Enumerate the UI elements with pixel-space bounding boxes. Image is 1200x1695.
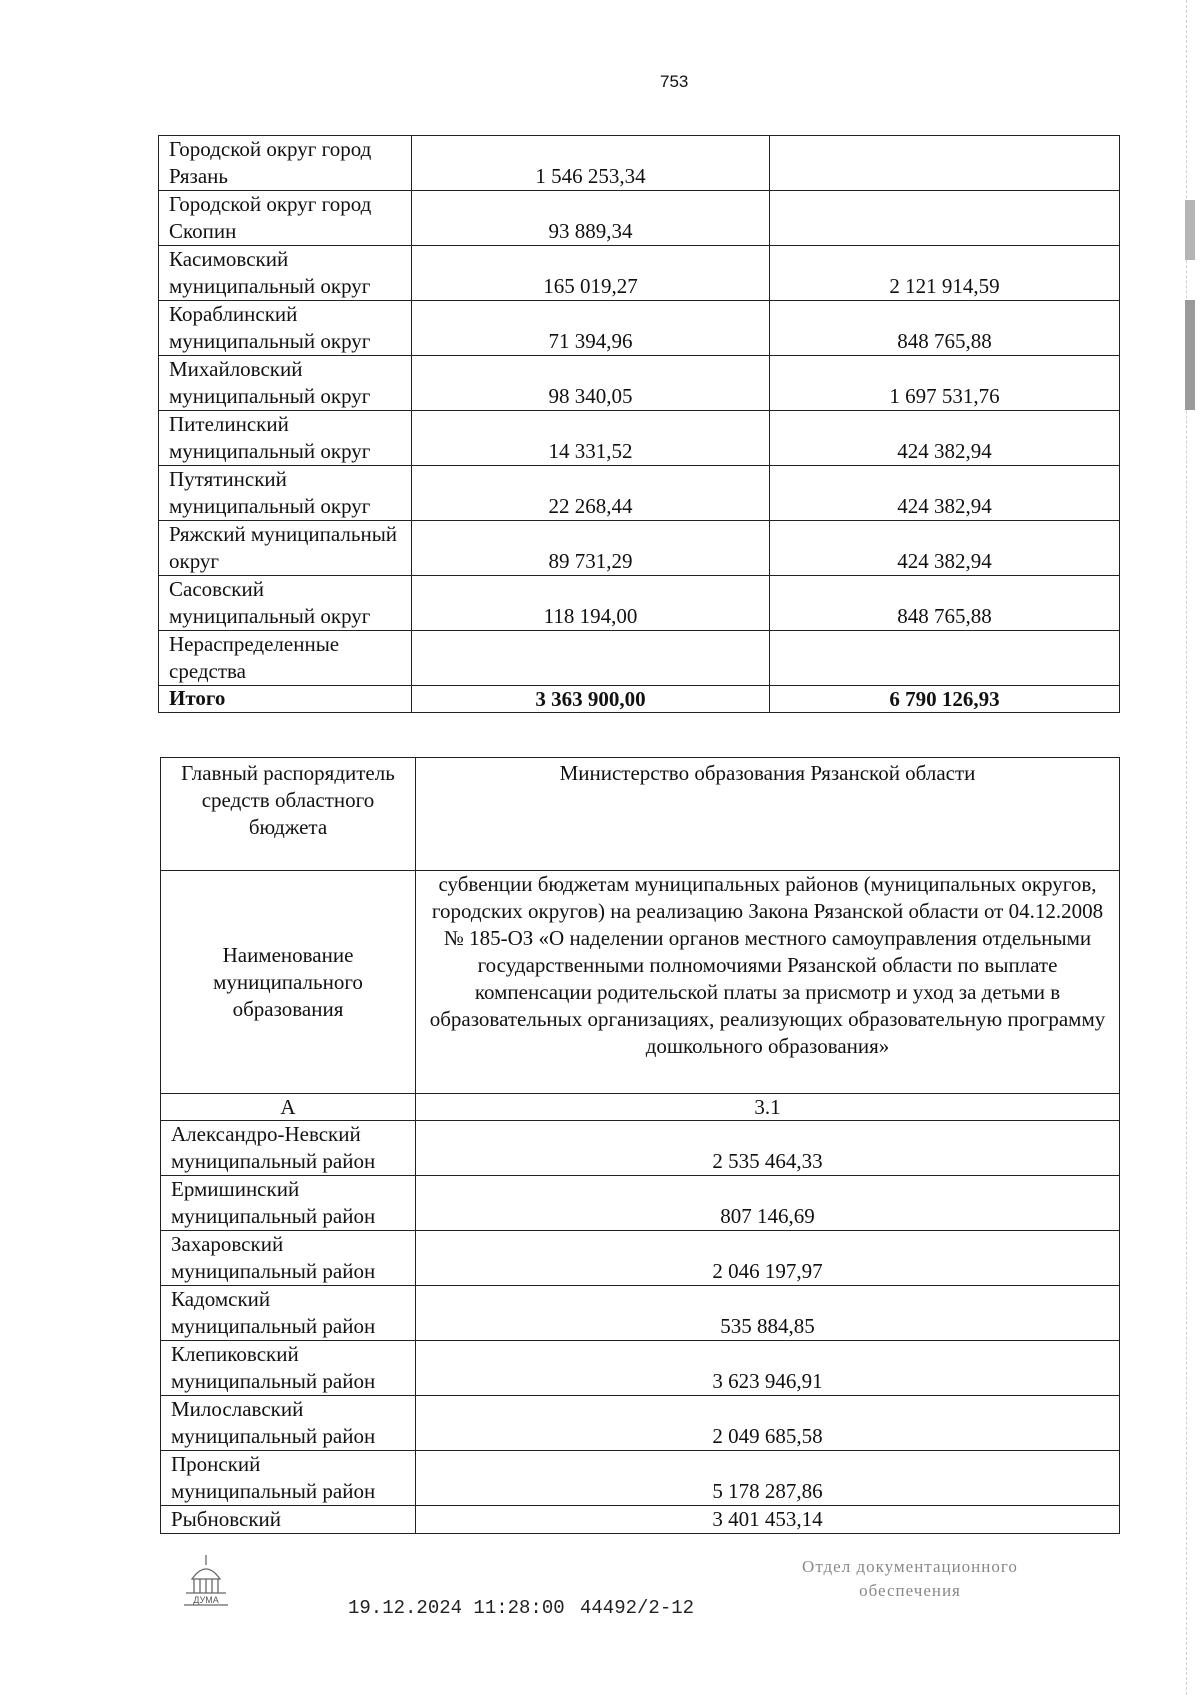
table-row: [161, 1451, 1120, 1506]
duma-logo-icon: [178, 1553, 234, 1611]
total-label: Итого: [159, 686, 412, 713]
table-row: [161, 1506, 1120, 1534]
footer-doc-code: 44492/2-12: [580, 1597, 695, 1619]
table-row: [159, 521, 1120, 576]
amount-cell: 165 019,27: [412, 246, 770, 301]
amount-cell: 98 340,05: [412, 356, 770, 411]
amount-cell: 118 194,00: [412, 576, 770, 631]
municipality-name: Захаровский муниципальный район: [161, 1231, 416, 1286]
municipality-name: Александро-Невский муниципальный район: [161, 1121, 416, 1176]
amount-cell: 3 623 946,91: [416, 1341, 1120, 1396]
municipality-name: Путятинский муниципальный округ: [159, 466, 412, 521]
amount-cell: 848 765,88: [770, 301, 1120, 356]
scan-edge-mark: [1185, 300, 1195, 410]
table-row: [159, 301, 1120, 356]
column-code-a: А: [161, 1094, 416, 1121]
amount-cell: 807 146,69: [416, 1176, 1120, 1231]
table-row: [161, 1341, 1120, 1396]
scan-edge-mark: [1185, 200, 1195, 260]
amount-cell: 848 765,88: [770, 576, 1120, 631]
amount-cell: 535 884,85: [416, 1286, 1120, 1341]
municipality-name: Городской округ город Скопин: [159, 191, 412, 246]
column-code-row: [161, 1094, 1120, 1121]
municipality-name: Рыбновский: [161, 1506, 416, 1534]
amount-cell: 424 382,94: [770, 411, 1120, 466]
amount-cell: 424 382,94: [770, 521, 1120, 576]
municipality-name: Милославский муниципальный район: [161, 1396, 416, 1451]
amount-cell: 2 046 197,97: [416, 1231, 1120, 1286]
page-number: 753: [660, 72, 689, 91]
amount-cell: 3 401 453,14: [416, 1506, 1120, 1534]
stamp-line: обеспечения: [859, 1581, 961, 1600]
amount-cell: [770, 631, 1120, 686]
allocation-table-1: [158, 135, 1120, 713]
table-row: [161, 1396, 1120, 1451]
department-stamp: [745, 1555, 1075, 1603]
table-row: [161, 1121, 1120, 1176]
municipality-name: Ермишинский муниципальный район: [161, 1176, 416, 1231]
amount-cell: 2 535 464,33: [416, 1121, 1120, 1176]
amount-cell: [770, 191, 1120, 246]
stamp-line: Отдел документационного: [802, 1557, 1018, 1576]
amount-cell: 424 382,94: [770, 466, 1120, 521]
municipality-name: Михайловский муниципальный округ: [159, 356, 412, 411]
amount-cell: 1 697 531,76: [770, 356, 1120, 411]
total-row: [159, 686, 1120, 713]
municipality-name: Клепиковский муниципальный район: [161, 1341, 416, 1396]
distributor-value: Министерство образования Рязанской области: [416, 758, 1120, 871]
municipality-label: Наименование муниципального образования: [161, 871, 416, 1094]
amount-cell: 14 331,52: [412, 411, 770, 466]
table-row: [159, 191, 1120, 246]
municipality-name: Касимовский муниципальный округ: [159, 246, 412, 301]
municipality-name: Нераспределенные средства: [159, 631, 412, 686]
amount-cell: 71 394,96: [412, 301, 770, 356]
amount-cell: [412, 631, 770, 686]
total-amount: 6 790 126,93: [770, 686, 1120, 713]
table-row: [161, 1286, 1120, 1341]
footer-datetime: 19.12.2024 11:28:00: [348, 1597, 565, 1619]
total-amount: 3 363 900,00: [412, 686, 770, 713]
table-row: [159, 246, 1120, 301]
amount-cell: 5 178 287,86: [416, 1451, 1120, 1506]
column-code-b: 3.1: [416, 1094, 1120, 1121]
table-row: [159, 576, 1120, 631]
allocation-table-2: [160, 757, 1120, 1534]
header-row: [161, 758, 1120, 871]
distributor-label: Главный распорядитель средств областного бюджета: [161, 758, 416, 871]
municipality-name: Сасовский муниципальный округ: [159, 576, 412, 631]
table-row: [161, 1176, 1120, 1231]
amount-cell: 22 268,44: [412, 466, 770, 521]
amount-cell: 1 546 253,34: [412, 136, 770, 191]
table-row: [159, 411, 1120, 466]
municipality-name: Пронский муниципальный район: [161, 1451, 416, 1506]
table-row: [159, 356, 1120, 411]
amount-cell: 2 049 685,58: [416, 1396, 1120, 1451]
header-row: [161, 871, 1120, 1094]
table-row: [159, 631, 1120, 686]
table-row: [161, 1231, 1120, 1286]
amount-cell: 93 889,34: [412, 191, 770, 246]
subvention-title: субвенции бюджетам муниципальных районов (муниципальных округов, городских округов) на реализацию Закона Рязанской области от 04.12.2008 № 185-ОЗ «О наделении органов местного самоуправления отдельными государственными полномочиями Рязанской области по выплате компенсации родительской платы за присмотр и уход за детьми в образовательных организациях, реализующих образовательную программу дошкольного образования»: [416, 871, 1120, 1094]
amount-cell: 89 731,29: [412, 521, 770, 576]
table-row: [159, 136, 1120, 191]
municipality-name: Пителинский муниципальный округ: [159, 411, 412, 466]
table-row: [159, 466, 1120, 521]
svg-text:ДУМА: ДУМА: [193, 1595, 219, 1605]
municipality-name: Ряжский муниципальный округ: [159, 521, 412, 576]
amount-cell: 2 121 914,59: [770, 246, 1120, 301]
municipality-name: Кораблинский муниципальный округ: [159, 301, 412, 356]
municipality-name: Городской округ город Рязань: [159, 136, 412, 191]
amount-cell: [770, 136, 1120, 191]
municipality-name: Кадомский муниципальный район: [161, 1286, 416, 1341]
